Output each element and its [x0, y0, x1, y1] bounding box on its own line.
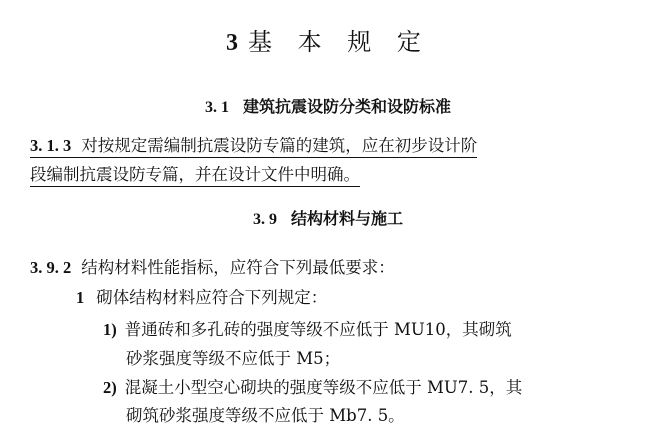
clause-number: 3. 1. 3	[30, 136, 72, 155]
sub-item-1-line1	[103, 315, 512, 345]
list-item-1	[76, 283, 327, 313]
clause-number: 3. 9. 2	[30, 258, 72, 277]
section-heading-3-1	[0, 94, 656, 117]
sub-item-text: 混凝土小型空心砌块的强度等级不应低于 MU7. 5，其	[124, 378, 523, 397]
sub-item-1-line2: 砂浆强度等级不应低于 M5；	[126, 349, 341, 368]
chapter-title-text: 基 本 规 定	[248, 28, 430, 56]
clause-3-1-3-line1	[30, 131, 477, 161]
sub-item-2-line2: 砌筑砂浆强度等级不应低于 Mb7. 5。	[126, 406, 405, 425]
clause-3-9-2	[30, 253, 395, 283]
clause-text: 对按规定需编制抗震设防专篇的建筑，应在初步设计阶	[81, 136, 478, 155]
item-text: 砌体结构材料应符合下列规定：	[96, 288, 328, 307]
section-number: 3. 1	[204, 99, 229, 116]
chapter-title	[0, 22, 656, 57]
item-number: 1	[76, 288, 85, 307]
section-number: 3. 9	[252, 211, 277, 228]
sub-item-text: 普通砖和多孔砖的强度等级不应低于 MU10，其砌筑	[124, 320, 512, 339]
section-title: 建筑抗震设防分类和设防标准	[242, 97, 451, 116]
sub-item-2-line1	[103, 373, 522, 403]
clause-text: 结构材料性能指标，应符合下列最低要求：	[81, 258, 395, 277]
clause-3-1-3-line2	[30, 160, 360, 190]
chapter-number: 3	[226, 30, 239, 56]
section-title: 结构材料与施工	[290, 209, 403, 228]
section-heading-3-9	[0, 206, 656, 229]
sub-item-number: 2)	[103, 378, 117, 397]
sub-item-number: 1)	[103, 320, 117, 339]
clause-text-continued: 段编制抗震设防专篇，并在设计文件中明确。	[30, 165, 360, 187]
